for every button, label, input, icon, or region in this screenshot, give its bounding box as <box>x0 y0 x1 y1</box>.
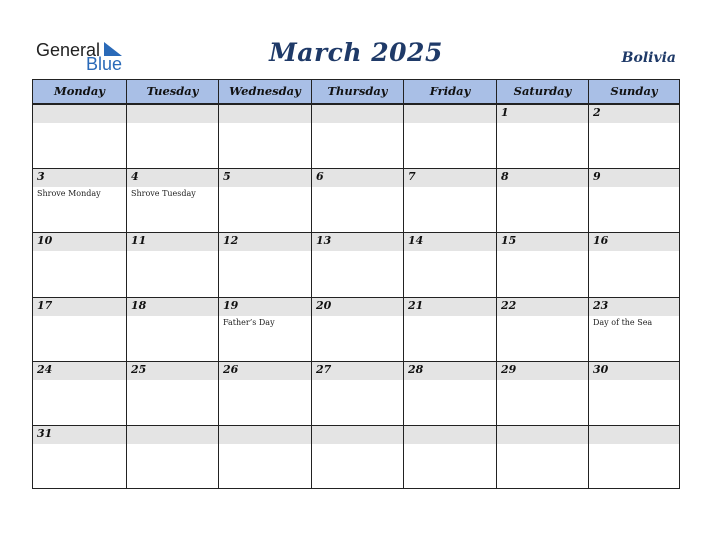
day-number: 7 <box>408 170 416 183</box>
day-cell[interactable] <box>403 105 496 168</box>
day-number: 29 <box>501 363 517 376</box>
day-header-strip <box>404 169 496 187</box>
week-row <box>33 425 679 488</box>
day-header-strip <box>33 105 126 123</box>
day-number: 22 <box>501 299 517 312</box>
day-number: 30 <box>593 363 609 376</box>
day-cell[interactable] <box>126 169 218 232</box>
page-title: March 2025 <box>269 38 443 67</box>
holiday-label: Father’s Day <box>223 318 275 327</box>
day-cell[interactable] <box>311 169 403 232</box>
day-number: 10 <box>37 234 53 247</box>
day-number: 18 <box>131 299 147 312</box>
day-cell[interactable] <box>403 426 496 488</box>
day-cell[interactable] <box>126 426 218 488</box>
day-number: 31 <box>37 427 53 440</box>
day-header-strip <box>127 169 218 187</box>
weekday-header-tuesday: Tuesday <box>126 80 218 103</box>
weekday-header-sunday: Sunday <box>588 80 679 103</box>
weekday-header-friday: Friday <box>403 80 496 103</box>
day-number: 5 <box>223 170 231 183</box>
day-cell[interactable] <box>218 233 311 297</box>
day-header-strip <box>497 105 588 123</box>
day-cell[interactable] <box>496 105 588 168</box>
day-cell[interactable] <box>403 233 496 297</box>
day-number: 21 <box>408 299 424 312</box>
day-number: 8 <box>501 170 509 183</box>
day-number: 2 <box>593 106 601 119</box>
week-row <box>33 297 679 361</box>
day-number: 25 <box>131 363 147 376</box>
day-cell[interactable] <box>33 426 126 488</box>
week-row <box>33 168 679 232</box>
day-header-strip <box>497 426 588 444</box>
day-cell[interactable] <box>311 426 403 488</box>
day-header-strip <box>219 426 311 444</box>
country-label: Bolivia <box>621 50 676 66</box>
day-number: 1 <box>501 106 509 119</box>
day-header-strip <box>312 169 403 187</box>
weekday-header-wednesday: Wednesday <box>218 80 311 103</box>
day-cell[interactable] <box>496 298 588 361</box>
calendar-grid <box>32 79 680 489</box>
holiday-label: Shrove Monday <box>37 189 101 198</box>
day-number: 20 <box>316 299 332 312</box>
day-header-strip <box>589 105 679 123</box>
day-number: 16 <box>593 234 609 247</box>
day-cell[interactable] <box>496 233 588 297</box>
day-header-strip <box>219 105 311 123</box>
day-header-strip <box>312 426 403 444</box>
day-number: 19 <box>223 299 239 312</box>
day-cell[interactable] <box>588 426 679 488</box>
day-number: 24 <box>37 363 53 376</box>
day-cell[interactable] <box>311 362 403 425</box>
day-header-strip <box>404 426 496 444</box>
day-cell[interactable] <box>33 169 126 232</box>
day-header-strip <box>312 105 403 123</box>
day-number: 14 <box>408 234 424 247</box>
holiday-label: Shrove Tuesday <box>131 189 196 198</box>
day-cell[interactable] <box>496 426 588 488</box>
day-cell[interactable] <box>126 298 218 361</box>
day-cell[interactable] <box>126 362 218 425</box>
day-cell[interactable] <box>311 233 403 297</box>
day-header-strip <box>404 105 496 123</box>
day-number: 17 <box>37 299 53 312</box>
day-cell[interactable] <box>218 362 311 425</box>
logo-text-general: General <box>36 40 101 60</box>
day-cell[interactable] <box>33 233 126 297</box>
day-header-strip <box>127 105 218 123</box>
day-cell[interactable] <box>311 298 403 361</box>
day-number: 15 <box>501 234 517 247</box>
day-cell[interactable] <box>218 169 311 232</box>
day-number: 13 <box>316 234 332 247</box>
week-row <box>33 361 679 425</box>
weekday-header-row <box>33 80 679 104</box>
day-cell[interactable] <box>403 298 496 361</box>
day-cell[interactable] <box>126 105 218 168</box>
day-header-strip <box>589 169 679 187</box>
day-header-strip <box>127 426 218 444</box>
day-cell[interactable] <box>496 362 588 425</box>
day-number: 28 <box>408 363 424 376</box>
day-number: 27 <box>316 363 332 376</box>
day-number: 11 <box>131 234 147 247</box>
day-cell[interactable] <box>126 233 218 297</box>
day-cell[interactable] <box>33 105 126 168</box>
day-cell[interactable] <box>311 105 403 168</box>
day-cell[interactable] <box>588 169 679 232</box>
day-cell[interactable] <box>588 233 679 297</box>
day-cell[interactable] <box>218 105 311 168</box>
day-cell[interactable] <box>588 362 679 425</box>
weekday-header-saturday: Saturday <box>496 80 588 103</box>
day-cell[interactable] <box>403 169 496 232</box>
day-number: 6 <box>316 170 324 183</box>
day-cell[interactable] <box>588 298 679 361</box>
day-cell[interactable] <box>218 298 311 361</box>
day-cell[interactable] <box>33 298 126 361</box>
day-header-strip <box>219 169 311 187</box>
day-header-strip <box>33 169 126 187</box>
day-cell[interactable] <box>218 426 311 488</box>
day-cell[interactable] <box>496 169 588 232</box>
day-number: 9 <box>593 170 601 183</box>
day-number: 12 <box>223 234 239 247</box>
day-cell[interactable] <box>403 362 496 425</box>
day-number: 3 <box>37 170 45 183</box>
day-header-strip <box>589 426 679 444</box>
weekday-header-thursday: Thursday <box>311 80 403 103</box>
weekday-header-monday: Monday <box>54 84 105 98</box>
day-cell[interactable] <box>33 362 126 425</box>
day-header-strip <box>497 169 588 187</box>
day-number: 23 <box>593 299 609 312</box>
day-number: 26 <box>223 363 239 376</box>
week-row <box>33 232 679 297</box>
logo <box>36 40 128 76</box>
week-row <box>33 104 679 168</box>
holiday-label: Day of the Sea <box>593 318 653 327</box>
day-cell[interactable] <box>588 105 679 168</box>
logo-text-blue: Blue <box>86 54 123 74</box>
day-number: 4 <box>131 170 139 183</box>
